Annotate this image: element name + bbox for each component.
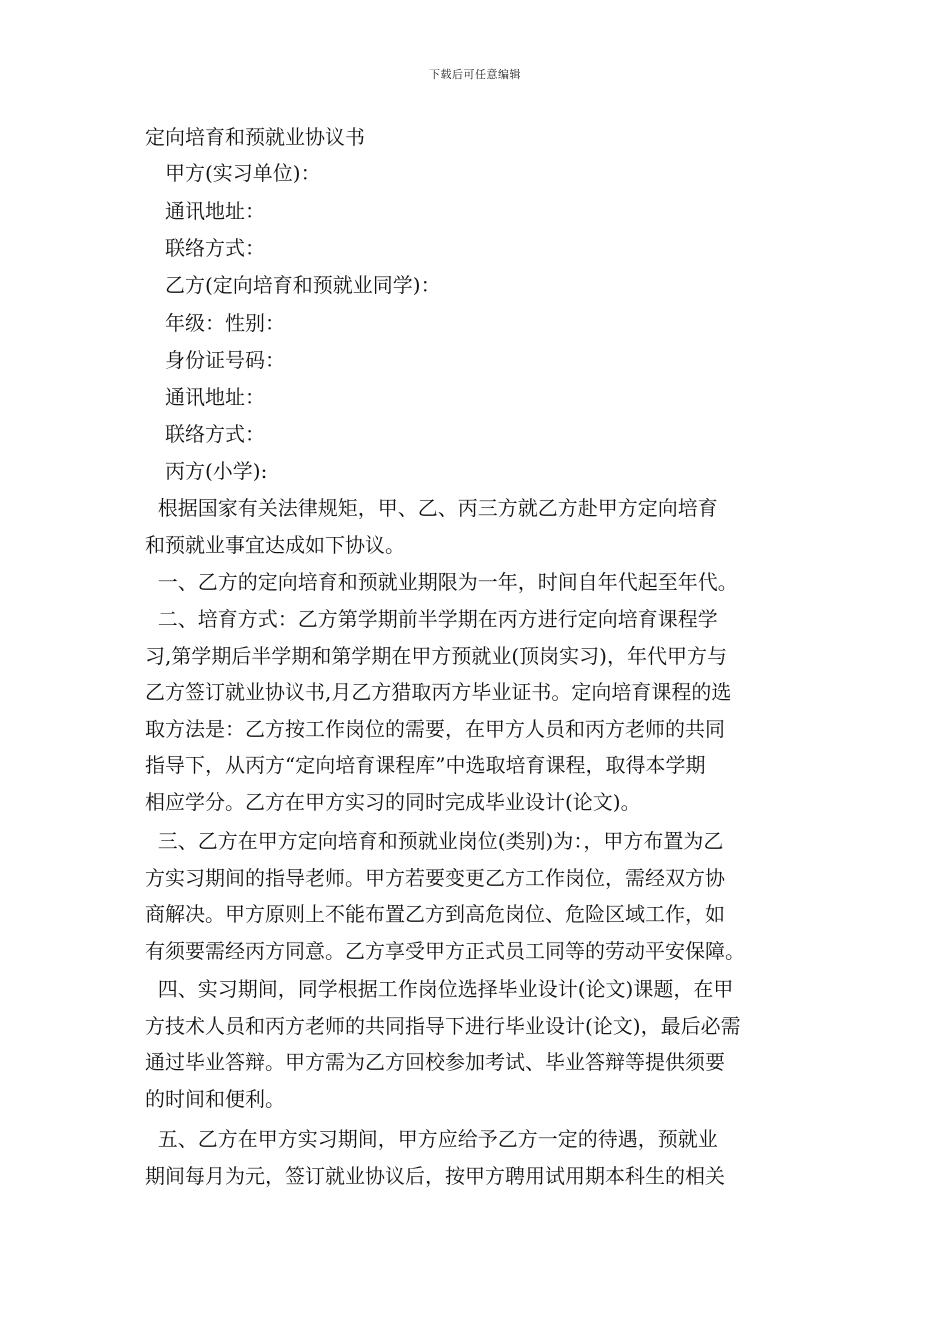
preamble-paragraph: [145, 490, 807, 563]
paragraph-line: 通过毕业答辩。甲方需为乙方回校参加考试、毕业答辩等提供须要: [145, 1050, 725, 1074]
document-title: 定向培育和预就业协议书: [145, 125, 365, 149]
clause-3-paragraph: [145, 823, 807, 969]
paragraph-line: 根据国家有关法律规矩，甲、乙、丙三方就乙方赴甲方定向培育: [145, 496, 718, 520]
grade-gender-field: 年级：性别：: [165, 311, 285, 335]
paragraph-line: 和预就业事宜达成如下协议。: [145, 532, 405, 557]
paragraph-line: 四、实习期间，同学根据工作岗位选择毕业设计(论文)课题，在甲: [145, 977, 734, 1001]
paragraph-line: 方实习期间的指导老师。甲方若要变更乙方工作岗位，需经双方协: [145, 865, 725, 890]
paragraph-line: 五、乙方在甲方实习期间，甲方应给予乙方一定的待遇，预就业: [145, 1127, 718, 1151]
paragraph-line: 的时间和便利。: [145, 1086, 285, 1111]
paragraph-line: 指导下，从丙方“定向培育课程库”中选取培育课程，取得本学期: [145, 753, 706, 777]
paragraph-line: 乙方签订就业协议书,月乙方猎取丙方毕业证书。定向培育课程的选: [145, 680, 732, 704]
party-b-address-field: 通讯地址：: [165, 385, 265, 409]
party-b-label: 乙方(定向培育和预就业同学)：: [165, 273, 441, 297]
paragraph-line: 三、乙方在甲方定向培育和预就业岗位(类别)为：，甲方布置为乙: [145, 829, 724, 853]
clause-5-paragraph: [145, 1121, 807, 1194]
clause-1-paragraph: [145, 564, 807, 601]
id-number-field: 身份证号码：: [165, 348, 285, 372]
paragraph-line: 一、乙方的定向培育和预就业期限为一年，时间自年代起至年代。: [145, 570, 738, 594]
paragraph-line: 商解决。甲方原则上不能布置乙方到高危岗位、危险区域工作，如: [145, 902, 725, 926]
paragraph-line: 习,第学期后半学期和第学期在甲方预就业(顶岗实习)，年代甲方与: [145, 643, 727, 668]
party-a-label: 甲方(实习单位)：: [165, 161, 321, 185]
party-a-address-field: 通讯地址：: [165, 199, 265, 223]
paragraph-line: 二、培育方式：乙方第学期前半学期在丙方进行定向培育课程学: [145, 607, 718, 631]
paragraph-line: 取方法是：乙方按工作岗位的需要，在甲方人员和丙方老师的共同: [145, 716, 725, 741]
paragraph-line: 有须要需经丙方同意。乙方享受甲方正式员工同等的劳动平安保障。: [145, 938, 745, 963]
page-header: 下载后可任意编辑: [429, 68, 521, 81]
party-b-contact-field: 联络方式：: [165, 422, 265, 446]
paragraph-line: 方技术人员和丙方老师的共同指导下进行毕业设计(论文)，最后必需: [145, 1013, 741, 1038]
clause-4-paragraph: [145, 971, 807, 1117]
clause-2-paragraph: [145, 601, 807, 820]
party-c-label: 丙方(小学):: [165, 459, 268, 483]
paragraph-line: 期间每月为元，签订就业协议后，按甲方聘用试用期本科生的相关: [145, 1163, 725, 1188]
paragraph-line: 相应学分。乙方在甲方实习的同时完成毕业设计(论文)。: [145, 789, 641, 814]
party-a-contact-field: 联络方式：: [165, 236, 265, 260]
